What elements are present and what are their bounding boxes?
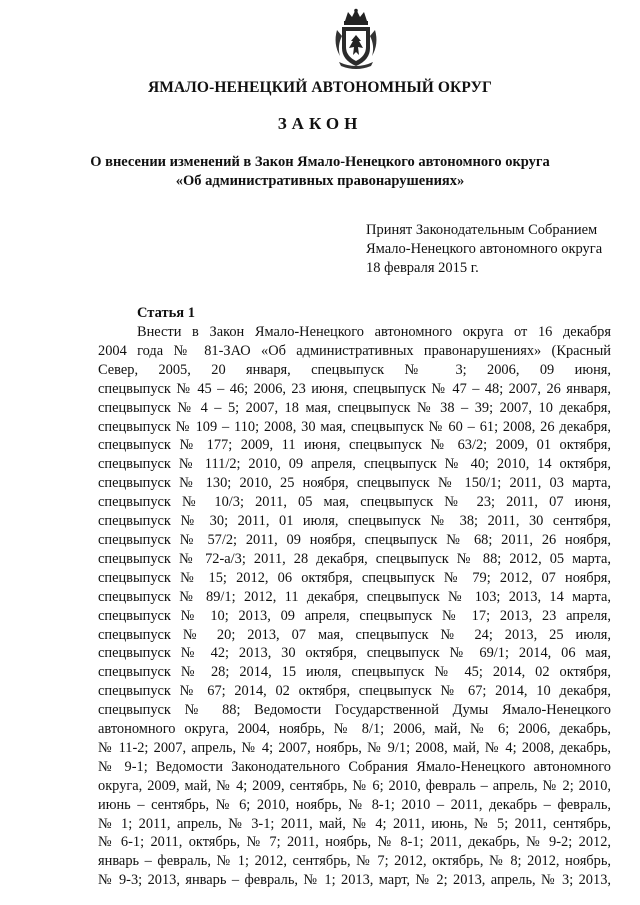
text-line: № 1; 2011, апрель, № 3-1; 2011, май, № 4; 2011, июнь, № 5; 2011, сентябрь, [98,815,611,832]
text-line: 2004 года № 81-ЗАО «Об административных правонарушениях» (Красный [98,342,611,359]
text-line: спецвыпуск № 72-а/3; 2011, 28 декабря, спецвыпуск № 88; 2012, 05 марта, [98,550,611,567]
adoption-date: 18 февраля 2015 г. [366,260,479,276]
text-line: июнь – сентябрь, № 6; 2010, ноябрь, № 8-1; 2010 – 2011, декабрь – февраль, [98,796,611,813]
text-line: № 9-3; 2013, январь – февраль, № 1; 2013, март, № 2; 2013, апрель, № 3; 2013, [98,872,611,889]
region-name: ЯМАЛО-НЕНЕЦКИЙ АВТОНОМНЫЙ ОКРУГ [147,79,493,96]
text-line: январь – февраль, № 1; 2012, сентябрь, № 7; 2012, октябрь, № 8; 2012, ноябрь, [98,853,611,870]
text-line: Внести в Закон Ямало-Ненецкого автономного округа от 16 декабря [137,324,611,340]
text-line: спецвыпуск № 67; 2014, 02 октября, спецвыпуск № 67; 2014, 10 декабря, [98,683,611,700]
yamal-coat-of-arms-icon [331,8,381,70]
text-line: спецвыпуск № 109 – 110; 2008, 30 мая, спецвыпуск № 60 – 61; 2008, 26 декабря, [98,418,611,435]
text-line: округа, 2009, май, № 4; 2009, сентябрь, № 6; 2010, февраль – апрель, № 2; 2010, [98,777,611,794]
text-line: спецвыпуск № 10/3; 2011, 05 мая, спецвыпуск № 23; 2011, 07 июня, [98,494,611,511]
text-line: спецвыпуск № 10; 2013, 09 апреля, спецвыпуск № 17; 2013, 23 апреля, [98,607,611,624]
text-line: № 9-1; Ведомости Законодательного Собрания Ямало-Ненецкого автономного [98,758,611,775]
text-line: спецвыпуск № 89/1; 2012, 11 декабря, спецвыпуск № 103; 2013, 14 марта, [98,588,611,605]
text-line: спецвыпуск № 28; 2014, 15 июля, спецвыпуск № 45; 2014, 02 октября, [98,664,611,681]
adoption-line: Принят Законодательным Собранием [366,222,598,238]
text-line: спецвыпуск № 88; Ведомости Государственной Думы Ямало-Ненецкого [98,702,611,719]
text-line: спецвыпуск № 15; 2012, 06 октября, спецвыпуск № 79; 2012, 07 ноября, [98,569,611,586]
text-line: № 11-2; 2007, апрель, № 4; 2007, ноябрь, № 9/1; 2008, май, № 4; 2008, декабрь, [98,739,611,756]
adoption-note [366,221,602,278]
article-body [98,323,611,890]
document-type: ЗАКОН [277,114,363,133]
text-line: спецвыпуск № 177; 2009, 11 июня, спецвыпуск № 63/2; 2009, 01 октября, [98,437,611,454]
law-title-line: «Об административных правонарушениях» [175,173,465,189]
adoption-line: Ямало-Ненецкого автономного округа [366,241,603,257]
text-line: спецвыпуск № 130; 2010, 25 ноября, спецвыпуск № 150/1; 2011, 03 марта, [98,475,611,492]
text-line: спецвыпуск № 42; 2013, 30 октября, спецвыпуск № 69/1; 2014, 06 мая, [98,645,611,662]
text-line: спецвыпуск № 4 – 5; 2007, 18 мая, спецвыпуск № 38 – 39; 2007, 10 декабря, [98,399,611,416]
text-line: Север, 2005, 20 января, спецвыпуск № 3; 2006, 09 июня, [98,361,611,378]
text-line: спецвыпуск № 45 – 46; 2006, 23 июня, спецвыпуск № 47 – 48; 2007, 26 января, [98,380,611,397]
law-title [0,153,640,191]
text-line: автономного округа, 2004, ноябрь, № 8/1; 2006, май, № 6; 2006, декабрь, [98,721,611,738]
law-title-line: О внесении изменений в Закон Ямало-Ненецкого автономного округа [90,154,550,170]
text-line: № 6-1; 2011, октябрь, № 7; 2011, ноябрь, № 8-1; 2011, декабрь, № 9-2; 2012, [98,834,611,851]
text-line: спецвыпуск № 30; 2011, 01 июля, спецвыпуск № 38; 2011, 30 сентября, [98,513,611,530]
text-line: спецвыпуск № 20; 2013, 07 мая, спецвыпуск № 24; 2013, 25 июля, [98,626,611,643]
article-heading: Статья 1 [137,305,195,321]
text-line: спецвыпуск № 57/2; 2011, 09 ноября, спецвыпуск № 68; 2011, 26 ноября, [98,531,611,548]
text-line: спецвыпуск № 111/2; 2010, 09 апреля, спецвыпуск № 40; 2010, 14 октября, [98,456,611,473]
